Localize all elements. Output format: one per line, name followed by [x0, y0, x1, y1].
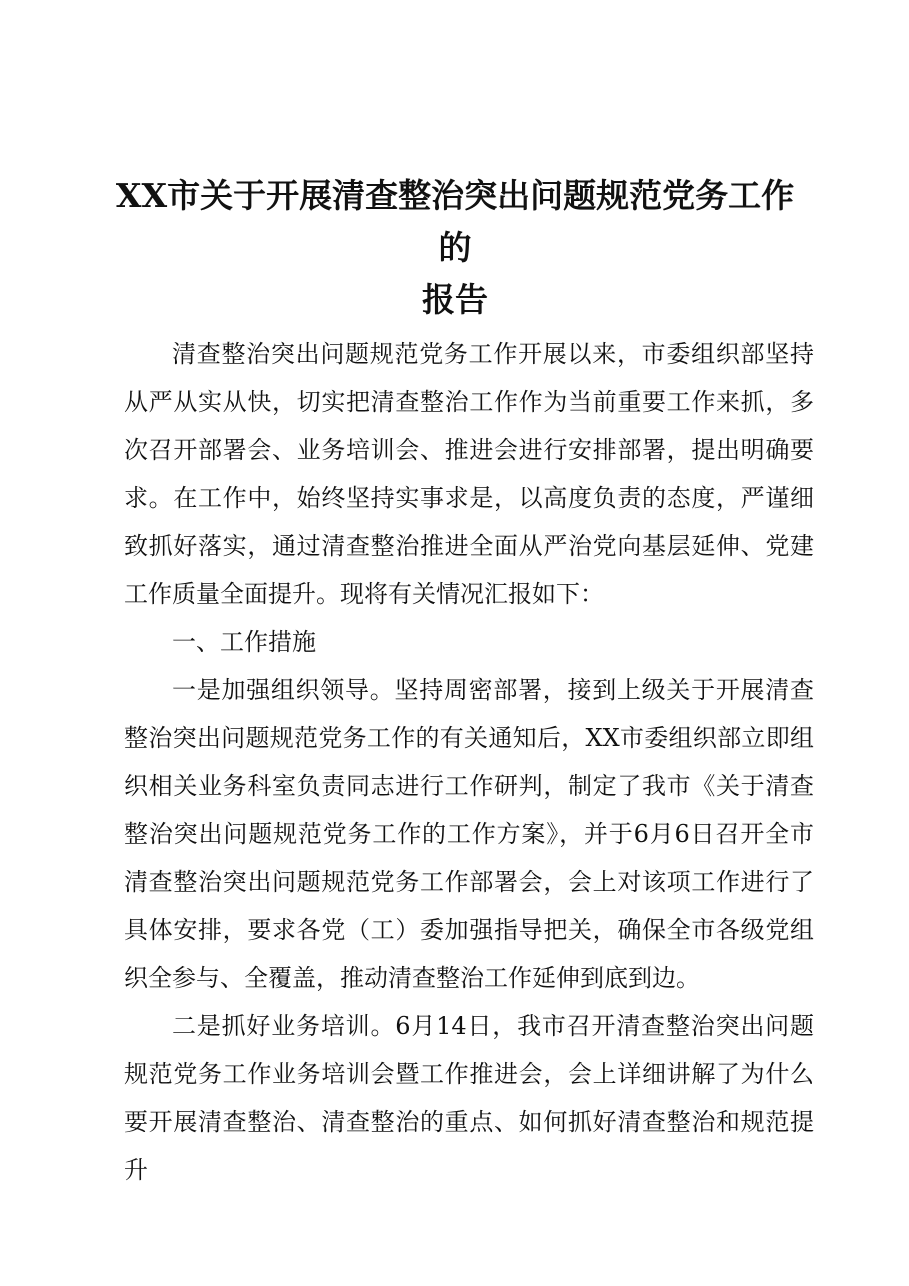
title-line-1: XX市关于开展清查整治突出问题规范党务工作的 — [115, 176, 795, 267]
paragraph-business-training: 二是抓好业务培训。6月14日，我市召开清查整治突出问题规范党务工作业务培训会暨工作推进会，会上详细讲解了为什么要开展清查整治、清查整治的重点、如何抓好清查整治和规范提升 — [124, 1012, 814, 1184]
section-heading-work-measures: 一、工作措施 — [172, 628, 316, 656]
paragraph-organization-leadership: 一是加强组织领导。坚持周密部署，接到上级关于开展清查整治突出问题规范党务工作的有关通知后，XX市委组织部立即组织相关业务科室负责同志进行工作研判，制定了我市《关于清查整治突出问题规范党务工作的工作方案》，并于6月6日召开全市清查整治突出问题规范党务工作部署会，会上对该项工作进行了具体安排，要求各党（工）委加强指导把关，确保全市各级党组织全参与、全覆盖，推动清查整治工作延伸到底到边。 — [124, 676, 814, 992]
title-line-2: 报告 — [422, 280, 488, 319]
document-title — [100, 170, 810, 326]
document-body — [124, 330, 814, 1194]
paragraph-intro: 清查整治突出问题规范党务工作开展以来，市委组织部坚持从严从实从快，切实把清查整治工作作为当前重要工作来抓，多次召开部署会、业务培训会、推进会进行安排部署，提出明确要求。在工作中，始终坚持实事求是，以高度负责的态度，严谨细致抓好落实，通过清查整治推进全面从严治党向基层延伸、党建工作质量全面提升。现将有关情况汇报如下： — [124, 340, 814, 608]
